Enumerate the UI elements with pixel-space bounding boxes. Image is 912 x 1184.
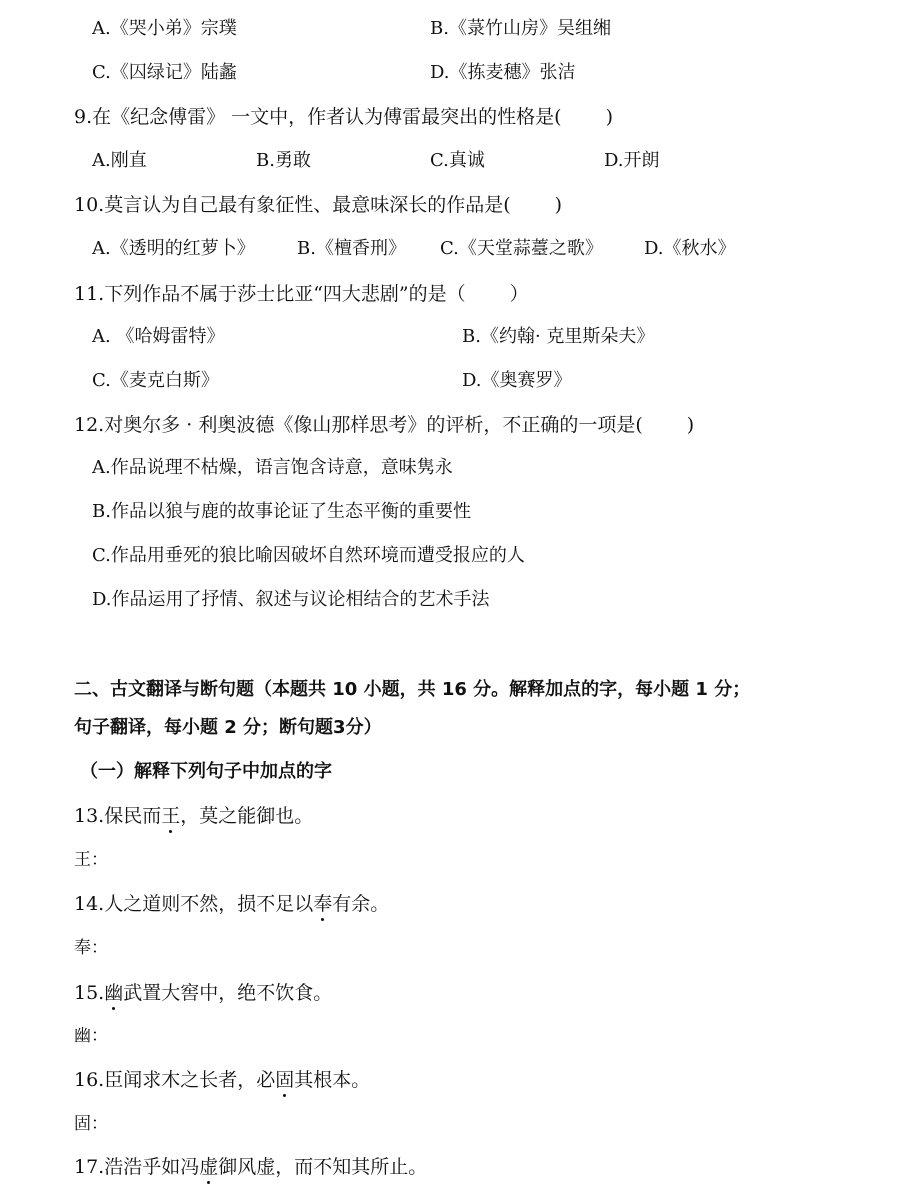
q9-option-d: D.开朗 <box>604 150 660 171</box>
q10-option-b: B.《檀香刑》 <box>297 238 406 259</box>
q13-text-post: ，莫之能御也。 <box>180 805 314 827</box>
q17-text-pre: 17.浩浩乎如冯 <box>74 1156 200 1178</box>
q12-option-a: A.作品说理不枯燥，语言饱含诗意，意味隽永 <box>92 457 453 478</box>
q14-text-pre: 14.人之道则不然，损不足以 <box>74 893 314 915</box>
q16-sentence <box>74 1068 370 1092</box>
q12-option-d: D.作品运用了抒情、叙述与议论相结合的艺术手法 <box>92 589 490 610</box>
q14-answer-label: 奉： <box>74 938 108 958</box>
q16-answer-label: 固： <box>74 1114 108 1134</box>
q8-option-d: D.《拣麦穗》张洁 <box>430 62 576 83</box>
q13-text-pre: 13.保民而 <box>74 805 162 827</box>
q13-answer-label: 王： <box>74 850 108 870</box>
q9-option-b: B.勇敢 <box>256 150 311 171</box>
q17-dotted-char: 虚 <box>199 1156 219 1178</box>
section-2-heading-line2: 句子翻译，每小题 2 分；断句题3分） <box>74 717 382 738</box>
q15-sentence <box>74 981 332 1005</box>
subsection-1-heading: （一）解释下列句子中加点的字 <box>80 761 332 782</box>
q13-dotted-char: 王 <box>161 805 181 827</box>
q15-text-post: 武置大窖中，绝不饮食。 <box>123 982 333 1004</box>
q8-option-c: C.《囚绿记》陆蠡 <box>92 62 237 83</box>
q15-answer-label: 幽： <box>74 1026 108 1046</box>
q9-stem: 9.在《纪念傅雷》 一文中，作者认为傅雷最突出的性格是( ) <box>74 106 614 128</box>
q11-option-d: D.《奥赛罗》 <box>462 370 572 391</box>
q9-option-a: A.刚直 <box>92 150 147 171</box>
q12-option-b: B.作品以狼与鹿的故事论证了生态平衡的重要性 <box>92 501 471 522</box>
q11-stem: 11.下列作品不属于莎士比亚“四大悲剧”的是（ ） <box>74 283 529 305</box>
section-2-heading-line1: 二、古文翻译与断句题（本题共 10 小题，共 16 分。解释加点的字，每小题 1 分； <box>74 679 751 700</box>
q14-text-post: 有余。 <box>332 893 390 915</box>
q16-text-pre: 16.臣闻求木之长者，必 <box>74 1069 276 1091</box>
q15-dotted-char: 幽 <box>104 982 124 1004</box>
q11-option-c: C.《麦克白斯》 <box>92 370 219 391</box>
q14-sentence <box>74 892 389 916</box>
q8-option-a: A.《哭小弟》宗璞 <box>92 18 237 39</box>
q10-option-c: C.《天堂蒜薹之歌》 <box>440 238 603 259</box>
q16-dotted-char: 固 <box>275 1069 295 1091</box>
q8-option-b: B.《菉竹山房》吴组缃 <box>430 18 611 39</box>
q15-text-pre: 15. <box>74 982 105 1004</box>
q10-option-a: A.《透明的红萝卜》 <box>92 238 255 259</box>
q9-option-c: C.真诚 <box>430 150 485 171</box>
q12-stem: 12.对奥尔多 · 利奥波德《像山那样思考》的评析，不正确的一项是( ) <box>74 414 695 436</box>
q17-sentence <box>74 1155 427 1179</box>
q17-text-post: 御风虚，而不知其所止。 <box>218 1156 428 1178</box>
q16-text-post: 其根本。 <box>294 1069 371 1091</box>
q14-dotted-char: 奉 <box>313 893 333 915</box>
q11-option-b: B.《约翰· 克里斯朵夫》 <box>462 326 655 347</box>
q12-option-c: C.作品用垂死的狼比喻因破坏自然环境而遭受报应的人 <box>92 545 525 566</box>
q10-stem: 10.莫言认为自己最有象征性、最意味深长的作品是( ) <box>74 194 563 216</box>
q10-option-d: D.《秋水》 <box>644 238 736 259</box>
q13-sentence <box>74 804 313 828</box>
q11-option-a: A. 《哈姆雷特》 <box>92 326 225 347</box>
